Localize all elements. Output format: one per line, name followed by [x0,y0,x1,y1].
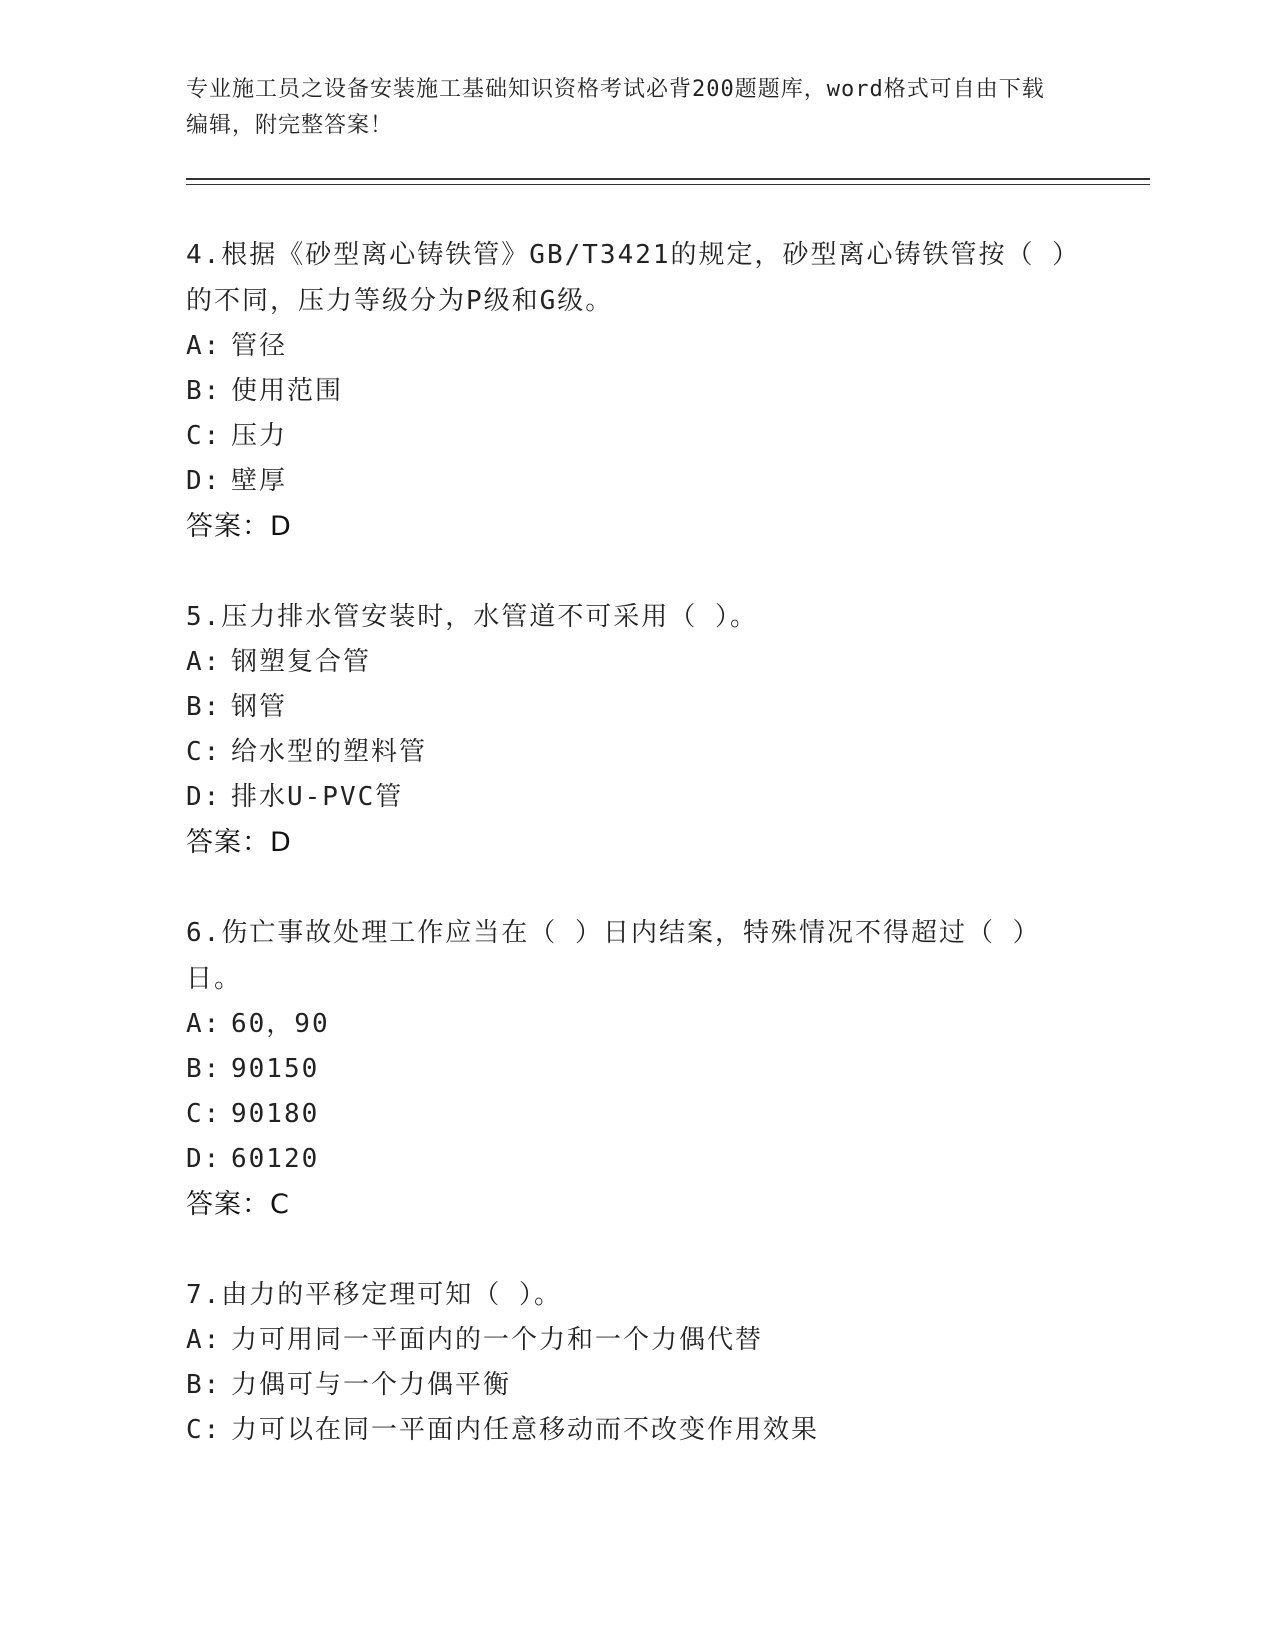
question-4 [186,232,1086,550]
option-key: C: [186,737,222,767]
option-text: 60，90 [231,1009,330,1039]
option-text: 60120 [231,1144,320,1174]
option-c [186,730,1086,775]
option-a [186,324,1086,369]
option-key: A: [186,1009,222,1039]
option-text: 压力 [231,421,288,451]
option-text: 排水U-PVC管 [231,782,404,812]
option-text: 钢管 [231,692,288,722]
answer-line: 答案：D [186,827,292,858]
option-key: C: [186,1099,222,1129]
option-text: 使用范围 [231,376,344,406]
option-key: B: [186,1370,222,1400]
question-6 [186,910,1086,1228]
option-key: C: [186,1415,222,1445]
option-text: 力可以在同一平面内任意移动而不改变作用效果 [231,1415,820,1445]
option-b [186,685,1086,730]
option-key: A: [186,647,222,677]
option-key: D: [186,466,222,496]
question-stem: 7.由力的平移定理可知（ ）。 [186,1280,562,1310]
option-c [186,1408,1086,1453]
option-key: C: [186,421,222,451]
option-d [186,459,1086,504]
answer-line: 答案：D [186,511,292,542]
document-header: 专业施工员之设备安装施工基础知识资格考试必背200题题库，word格式可自由下载编辑，附完整答案！ [186,77,1045,138]
option-d [186,1137,1086,1182]
option-d [186,775,1086,820]
header-divider-thin [186,184,1150,185]
option-text: 给水型的塑料管 [231,737,428,767]
question-list [186,232,1086,1497]
option-b [186,369,1086,414]
option-key: A: [186,1325,222,1355]
question-stem: 6.伤亡事故处理工作应当在（ ）日内结案，特殊情况不得超过（ ）日。 [186,918,1041,994]
option-text: 力偶可与一个力偶平衡 [231,1370,512,1400]
option-key: D: [186,782,222,812]
option-text: 90180 [231,1099,320,1129]
question-5 [186,594,1086,866]
header-divider-thick [186,178,1150,180]
option-key: B: [186,692,222,722]
question-stem: 5.压力排水管安装时，水管道不可采用（ ）。 [186,602,758,632]
option-a [186,640,1086,685]
option-key: B: [186,1054,222,1084]
option-text: 钢塑复合管 [231,647,372,677]
option-c [186,414,1086,459]
option-text: 壁厚 [231,466,288,496]
question-stem: 4.根据《砂型离心铸铁管》GB/T3421的规定，砂型离心铸铁管按（ ）的不同，压力等级分为P级和G级。 [186,240,1081,316]
option-c [186,1092,1086,1137]
option-text: 90150 [231,1054,320,1084]
question-7 [186,1272,1086,1453]
option-a [186,1318,1086,1363]
option-key: D: [186,1144,222,1174]
option-text: 力可用同一平面内的一个力和一个力偶代替 [231,1325,764,1355]
option-key: A: [186,331,222,361]
option-b [186,1363,1086,1408]
option-text: 管径 [231,331,288,361]
answer-line: 答案：C [186,1189,290,1220]
option-a [186,1002,1086,1047]
option-key: B: [186,376,222,406]
option-b [186,1047,1086,1092]
